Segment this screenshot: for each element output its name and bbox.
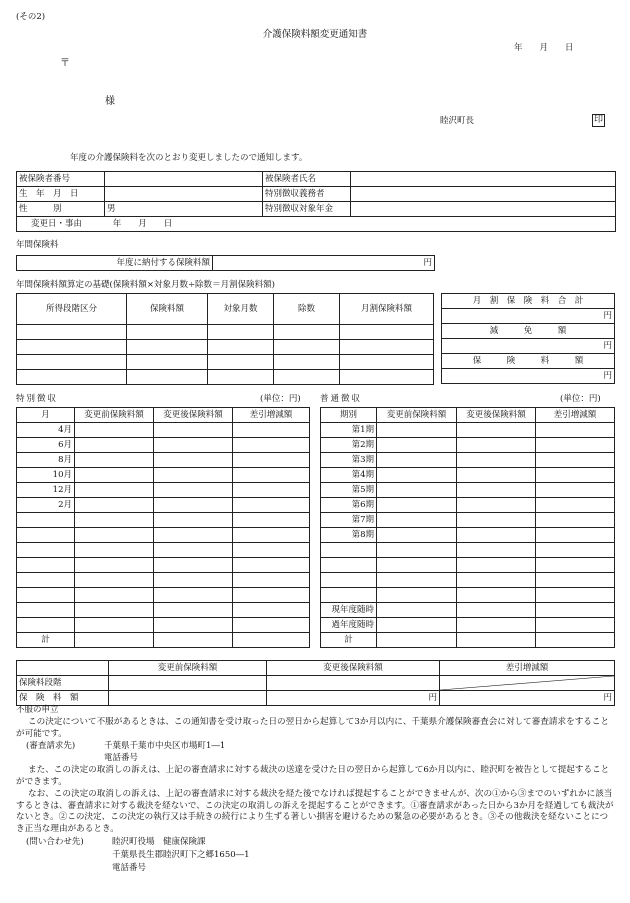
special-month: 12月	[17, 483, 75, 498]
ordinary-period: 第6期	[321, 498, 377, 513]
change-date-row	[17, 217, 616, 232]
table-row	[17, 340, 434, 355]
table-row	[17, 603, 310, 618]
table-row	[17, 528, 310, 543]
value-birthdate	[105, 187, 263, 202]
page-title: 介護保険料額変更通知書	[262, 29, 368, 40]
ordinary-period: 第5期	[321, 483, 377, 498]
table-row	[321, 438, 615, 453]
table-row	[17, 588, 310, 603]
ordinary-heading: 普通徴収	[320, 394, 363, 404]
value-sex: 男	[105, 202, 263, 217]
special-unit-note: (単位：円)	[260, 394, 301, 404]
label-collection-obligor: 特別徴収義務者	[263, 187, 351, 202]
ordinary-past-year: 過年度随時	[321, 618, 377, 633]
label-monthly-total: 月 割 保 険 料 合 計	[442, 294, 615, 309]
notes-paragraph-4: なお、この決定の取消しの訴えは、上記の審査請求に対する裁決を経た後でなければ提起することができませんが、次の①から③までのいずれかに該当するときは、審査請求に対する裁決を経ないで、この決定の取消しの訴えを提起することができます。①審査請求があった日から3か月を経過しても裁決がないとき。②この決定、この決定の執行又は手続きの続行により生ずる著しい損害を避けるための緊急の必要があるとき。③その他裁決を経ないことにつき正当な理由があるとき。	[16, 789, 614, 834]
label-insured-number: 被保険者番号	[17, 172, 105, 187]
value-insured-name	[351, 172, 616, 187]
table-row	[321, 588, 615, 603]
recipient-sama: 様	[105, 96, 115, 107]
notes-paragraph-3: また、この決定の取消しの訴えは、上記の審査請求に対する裁決の送達を受けた日の翌日から起算して6か月以内に、睦沢町を被告として提起することができます。	[16, 765, 610, 787]
basis-heading: 年間保険料額算定の基礎(保険料額×対象月数÷除数＝月割保険料額)	[16, 280, 275, 290]
issuer-name: 睦沢町長	[440, 116, 475, 126]
table-row	[321, 573, 615, 588]
comparison-table	[16, 660, 615, 706]
genmen-unit: 円	[442, 339, 615, 354]
special-month: 10月	[17, 468, 75, 483]
contact-address: 千葉県長生郡睦沢町下之郷1650―1	[112, 850, 250, 860]
table-row	[321, 498, 615, 513]
summary-box	[441, 293, 615, 384]
special-col-after: 変更後保険料額	[154, 408, 233, 423]
table-row	[321, 513, 615, 528]
ordinary-period: 第7期	[321, 513, 377, 528]
ordinary-period: 第8期	[321, 528, 377, 543]
form-number: (その2)	[16, 12, 46, 22]
ordinary-total-label: 計	[321, 633, 377, 648]
ordinary-period: 第2期	[321, 438, 377, 453]
table-row	[17, 573, 310, 588]
contact-tel: 電話番号	[112, 863, 147, 873]
special-total-label: 計	[17, 633, 75, 648]
compare-row-amount: 保 険 料 額	[17, 691, 109, 706]
table-row	[17, 543, 310, 558]
special-month: 4月	[17, 423, 75, 438]
annual-table	[16, 255, 435, 271]
ordinary-col-before: 変更前保険料額	[377, 408, 457, 423]
hokenryo-unit: 円	[442, 369, 615, 384]
diagonal-cell	[440, 676, 615, 691]
special-col-month: 月	[17, 408, 75, 423]
compare-col-diff: 差引増減額	[440, 661, 615, 676]
table-row	[321, 543, 615, 558]
table-row	[17, 325, 434, 340]
contact-label: (問い合わせ先)	[26, 837, 84, 847]
review-label: (審査請求先)	[26, 741, 76, 751]
ordinary-col-after: 変更後保険料額	[457, 408, 536, 423]
postal-mark: 〒	[60, 58, 70, 69]
monthly-total-unit: 円	[442, 309, 615, 324]
table-row	[17, 355, 434, 370]
ordinary-period: 第4期	[321, 468, 377, 483]
annual-label: 年度に納付する保険料額	[17, 256, 213, 271]
special-month: 6月	[17, 438, 75, 453]
table-row	[17, 618, 310, 633]
label-birthdate: 生 年 月 日	[17, 187, 105, 202]
value-pension	[351, 202, 616, 217]
table-row	[321, 558, 615, 573]
basis-col-monthly: 月割保険料額	[340, 294, 434, 325]
review-address: 千葉県千葉市中央区市場町1―1	[104, 741, 226, 751]
notes-paragraph-1: この決定について不服があるときは、この通知書を受け取った日の翌日から起算して3か月以内に、千葉県介護保険審査会に対して審査請求をすることが可能です。	[16, 717, 610, 739]
compare-after-unit: 円	[267, 691, 440, 706]
special-month: 8月	[17, 453, 75, 468]
ordinary-period: 第3期	[321, 453, 377, 468]
notes-heading: 不服の申立	[16, 705, 59, 715]
table-row	[17, 468, 310, 483]
table-row	[17, 438, 310, 453]
table-row	[17, 370, 434, 385]
table-row	[17, 498, 310, 513]
table-row	[321, 483, 615, 498]
table-row	[321, 468, 615, 483]
label-change-date: 変更日・事由	[31, 218, 83, 229]
table-row	[321, 528, 615, 543]
special-month: 2月	[17, 498, 75, 513]
table-row	[321, 618, 615, 633]
issue-date-labels: 年 月 日	[514, 43, 574, 53]
seal-mark: 印	[594, 115, 604, 125]
label-pension: 特別徴収対象年金	[263, 202, 351, 217]
label-genmen: 減 免 額	[442, 324, 615, 339]
diagonal-line	[440, 676, 614, 690]
value-collection-obligor	[351, 187, 616, 202]
review-tel: 電話番号	[104, 753, 139, 763]
label-hokenryo: 保 険 料 額	[442, 354, 615, 369]
label-sex: 性 別	[17, 202, 105, 217]
table-row	[17, 513, 310, 528]
annual-amount-unit: 円	[213, 256, 435, 271]
ordinary-collection-table	[320, 407, 615, 648]
label-insured-name: 被保険者氏名	[263, 172, 351, 187]
recipient-info-table	[16, 171, 616, 232]
value-insured-number	[105, 172, 263, 187]
table-row	[17, 423, 310, 438]
ordinary-unit-note: (単位：円)	[560, 394, 601, 404]
basis-col-divisor: 除数	[274, 294, 340, 325]
compare-diff-unit: 円	[440, 691, 615, 706]
compare-col-before: 変更前保険料額	[109, 661, 267, 676]
table-row	[17, 558, 310, 573]
special-heading: 特別徴収	[16, 394, 59, 404]
ordinary-current-year: 現年度随時	[321, 603, 377, 618]
basis-table	[16, 293, 434, 385]
table-row	[17, 453, 310, 468]
compare-col-after: 変更後保険料額	[267, 661, 440, 676]
change-date-fields: 年 月 日	[112, 218, 173, 229]
ordinary-col-diff: 差引増減額	[536, 408, 615, 423]
table-row	[321, 633, 615, 648]
compare-row-grade: 保険料段階	[17, 676, 109, 691]
table-row	[321, 423, 615, 438]
table-row	[17, 483, 310, 498]
ordinary-col-period: 期別	[321, 408, 377, 423]
annual-heading: 年間保険料	[16, 240, 59, 250]
basis-col-months: 対象月数	[208, 294, 274, 325]
ordinary-period: 第1期	[321, 423, 377, 438]
special-col-before: 変更前保険料額	[75, 408, 154, 423]
intro-text: 年度の介護保険料を次のとおり変更しましたので通知します。	[70, 153, 308, 163]
table-row	[17, 633, 310, 648]
contact-dept: 睦沢町役場 健康保険課	[112, 837, 206, 847]
special-collection-table	[16, 407, 310, 648]
basis-col-amount: 保険料額	[127, 294, 208, 325]
table-row	[321, 603, 615, 618]
special-col-diff: 差引増減額	[233, 408, 310, 423]
table-row	[321, 453, 615, 468]
basis-col-grade: 所得段階区分	[17, 294, 127, 325]
